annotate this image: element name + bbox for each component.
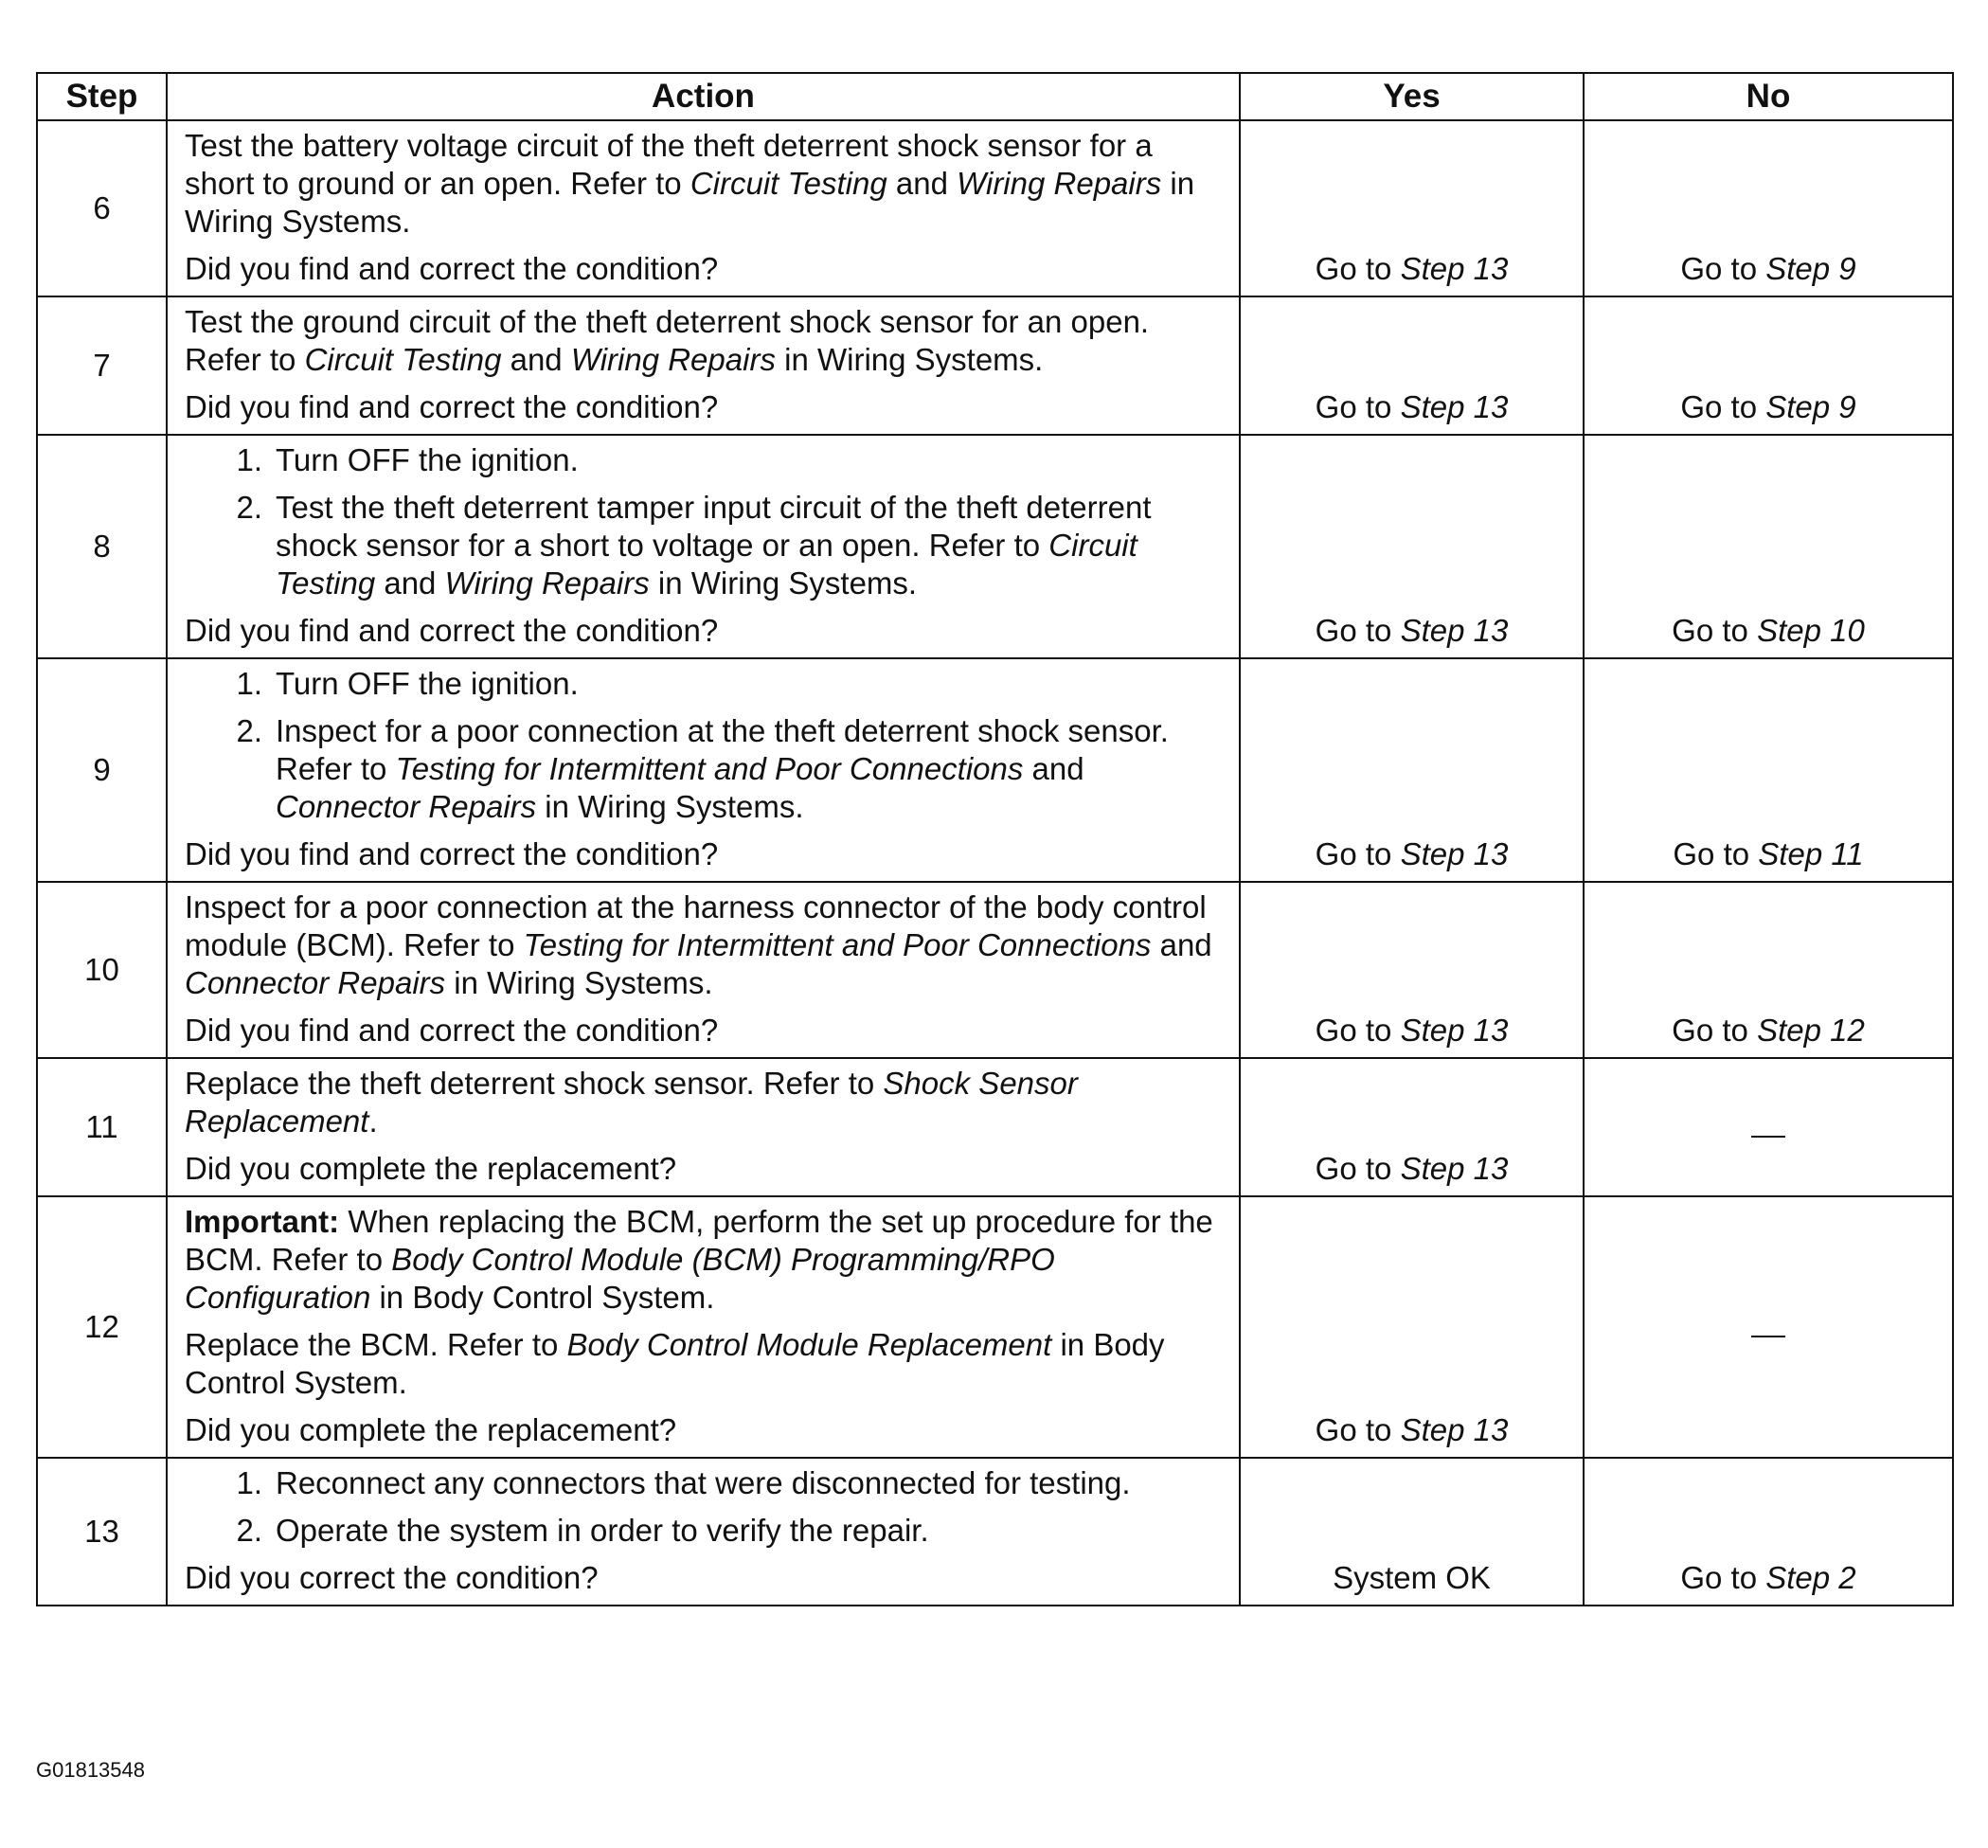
- action-paragraph: [185, 303, 1224, 379]
- action-question: Did you correct the condition?: [185, 1560, 599, 1595]
- reference-text: Shock Sensor Replacement: [185, 1066, 1078, 1139]
- reference-text: Circuit Testing: [690, 166, 887, 201]
- action-paragraph: [185, 1065, 1224, 1140]
- step-number: 7: [37, 296, 167, 435]
- action-paragraph: [185, 1326, 1224, 1402]
- dash-mark: [1751, 1336, 1785, 1337]
- no-result: [1584, 296, 1953, 435]
- text-run: Test the ground circuit of the theft deterrent shock sensor for an open. Refer to: [185, 304, 1150, 377]
- header-step: Step: [37, 73, 167, 120]
- action-paragraph: [185, 127, 1224, 241]
- step-number: 9: [37, 658, 167, 882]
- action-cell: [167, 120, 1240, 296]
- text-run: Turn OFF the ignition.: [276, 442, 579, 477]
- step-number: 12: [37, 1196, 167, 1458]
- no-result: [1584, 1458, 1953, 1606]
- list-item-number: 2.: [236, 490, 262, 525]
- text-run: When replacing the BCM, perform the set up procedure for the BCM. Refer to: [185, 1204, 1213, 1277]
- yes-result: [1240, 1196, 1584, 1458]
- reference-text: Step 13: [1400, 613, 1509, 648]
- list-item: [185, 665, 1224, 703]
- reference-text: Wiring Repairs: [570, 342, 776, 377]
- header-no: No: [1584, 73, 1953, 120]
- reference-text: Step 9: [1765, 389, 1856, 424]
- header-action: Action: [167, 73, 1240, 120]
- list-item: [185, 441, 1224, 479]
- yes-result: [1240, 882, 1584, 1058]
- reference-text: Step 13: [1400, 1151, 1509, 1186]
- step-number: 11: [37, 1058, 167, 1196]
- reference-text: Step 13: [1400, 251, 1509, 286]
- text-run: Go to: [1673, 836, 1759, 871]
- reference-text: Step 2: [1765, 1560, 1856, 1595]
- reference-text: Body Control Module (BCM) Programming/RPO Configuration: [185, 1242, 1055, 1315]
- text-run: and: [501, 342, 571, 377]
- reference-text: Connector Repairs: [185, 965, 446, 1000]
- list-item-number: 2.: [236, 1513, 262, 1548]
- list-item-text: [276, 712, 1224, 826]
- list-item: [185, 1512, 1224, 1550]
- yes-result: [1240, 1458, 1584, 1606]
- step-number: 8: [37, 435, 167, 658]
- table-row: [37, 658, 1953, 882]
- dash-mark: [1751, 1136, 1785, 1138]
- text-run: Inspect for a poor connection at the harness connector of the body control module (BCM). Refer to: [185, 889, 1207, 962]
- important-label: Important:: [185, 1204, 340, 1239]
- reference-text: Wiring Repairs: [444, 565, 650, 601]
- table-row: [37, 1458, 1953, 1606]
- action-question: Did you find and correct the condition?: [185, 389, 719, 424]
- text-run: Go to: [1315, 613, 1401, 648]
- no-result: [1584, 658, 1953, 882]
- reference-text: Testing for Intermittent and Poor Connections: [523, 927, 1152, 962]
- no-result: [1584, 882, 1953, 1058]
- table-row: [37, 1196, 1953, 1458]
- text-run: Reconnect any connectors that were disconnected for testing.: [276, 1465, 1131, 1500]
- reference-text: Body Control Module Replacement: [566, 1327, 1052, 1362]
- list-item-number: 1.: [236, 666, 262, 701]
- action-question: Did you complete the replacement?: [185, 1151, 677, 1186]
- text-run: Go to: [1680, 1560, 1766, 1595]
- text-run: Go to: [1680, 389, 1766, 424]
- action-question: Did you find and correct the condition?: [185, 1013, 719, 1048]
- text-run: and: [887, 166, 958, 201]
- action-cell: [167, 1458, 1240, 1606]
- action-cell: [167, 882, 1240, 1058]
- reference-text: Step 11: [1758, 836, 1864, 871]
- text-run: in Wiring Systems.: [185, 166, 1195, 239]
- list-item: [185, 489, 1224, 602]
- step-number: 6: [37, 120, 167, 296]
- text-run: Go to: [1672, 613, 1758, 648]
- text-run: Test the theft deterrent tamper input circuit of the theft deterrent shock sensor for a short to voltage or an open. Refer to: [276, 490, 1152, 563]
- table-row: [37, 1058, 1953, 1196]
- list-item: [185, 712, 1224, 826]
- no-result: [1584, 120, 1953, 296]
- table-row: [37, 296, 1953, 435]
- text-run: in Body Control System.: [370, 1280, 715, 1315]
- yes-result: [1240, 658, 1584, 882]
- list-item-text: [276, 489, 1224, 602]
- action-steps-list: [185, 665, 1224, 826]
- diagnostic-table: [36, 72, 1954, 1606]
- text-run: in Wiring Systems.: [775, 342, 1044, 377]
- action-steps-list: [185, 1464, 1224, 1550]
- header-yes: Yes: [1240, 73, 1584, 120]
- text-run: and: [375, 565, 445, 601]
- text-run: in Body Control System.: [185, 1327, 1165, 1400]
- reference-text: Connector Repairs: [276, 789, 537, 824]
- text-run: Go to: [1680, 251, 1766, 286]
- step-number: 10: [37, 882, 167, 1058]
- table-header-row: [37, 73, 1953, 120]
- yes-result: [1240, 120, 1584, 296]
- list-item-number: 1.: [236, 1465, 262, 1500]
- action-cell: [167, 1058, 1240, 1196]
- reference-text: Step 13: [1400, 389, 1509, 424]
- text-run: Turn OFF the ignition.: [276, 666, 579, 701]
- action-cell: [167, 435, 1240, 658]
- list-item-text: [276, 665, 1224, 703]
- text-run: Go to: [1315, 1013, 1401, 1048]
- action-paragraph: [185, 888, 1224, 1002]
- reference-text: Step 9: [1765, 251, 1856, 286]
- text-run: Go to: [1672, 1013, 1758, 1048]
- action-question: Did you find and correct the condition?: [185, 613, 719, 648]
- reference-text: Testing for Intermittent and Poor Connections: [395, 751, 1024, 786]
- action-steps-list: [185, 441, 1224, 602]
- action-paragraph: [185, 1203, 1224, 1317]
- text-run: Go to: [1315, 1412, 1401, 1447]
- list-item: [185, 1464, 1224, 1502]
- text-run: in Wiring Systems.: [649, 565, 918, 601]
- action-question: Did you complete the replacement?: [185, 1412, 677, 1447]
- list-item-text: [276, 441, 1224, 479]
- action-question: Did you find and correct the condition?: [185, 251, 719, 286]
- table-row: [37, 435, 1953, 658]
- text-run: Go to: [1315, 836, 1401, 871]
- text-run: Replace the BCM. Refer to: [185, 1327, 567, 1362]
- text-run: in Wiring Systems.: [536, 789, 804, 824]
- no-result: [1584, 435, 1953, 658]
- text-run: Operate the system in order to verify the repair.: [276, 1513, 929, 1548]
- text-run: Go to: [1315, 251, 1401, 286]
- reference-text: Circuit Testing: [304, 342, 502, 377]
- list-item-text: [276, 1464, 1224, 1502]
- text-run: Go to: [1315, 389, 1401, 424]
- reference-text: Step 13: [1400, 836, 1509, 871]
- text-run: System OK: [1333, 1560, 1491, 1595]
- step-number: 13: [37, 1458, 167, 1606]
- table-row: [37, 120, 1953, 296]
- text-run: .: [368, 1103, 378, 1139]
- yes-result: [1240, 296, 1584, 435]
- text-run: Inspect for a poor connection at the theft deterrent shock sensor. Refer to: [276, 713, 1169, 786]
- action-cell: [167, 1196, 1240, 1458]
- list-item-number: 2.: [236, 713, 262, 748]
- text-run: Replace the theft deterrent shock sensor. Refer to: [185, 1066, 884, 1101]
- text-run: Test the battery voltage circuit of the theft deterrent shock sensor for a short to ground or an open. Refer to: [185, 128, 1153, 201]
- figure-id: G01813548: [36, 1758, 145, 1782]
- reference-text: Circuit Testing: [276, 528, 1137, 601]
- reference-text: Step 13: [1400, 1013, 1509, 1048]
- yes-result: [1240, 435, 1584, 658]
- no-result-empty: [1584, 1058, 1953, 1196]
- reference-text: Step 13: [1400, 1412, 1509, 1447]
- action-cell: [167, 296, 1240, 435]
- reference-text: Step 12: [1757, 1013, 1865, 1048]
- no-result-empty: [1584, 1196, 1953, 1458]
- table-row: [37, 882, 1953, 1058]
- list-item-text: [276, 1512, 1224, 1550]
- text-run: and: [1023, 751, 1084, 786]
- yes-result: [1240, 1058, 1584, 1196]
- list-item-number: 1.: [236, 442, 262, 477]
- reference-text: Wiring Repairs: [957, 166, 1162, 201]
- reference-text: Step 10: [1757, 613, 1865, 648]
- table-body: [37, 120, 1953, 1606]
- action-question: Did you find and correct the condition?: [185, 836, 719, 871]
- text-run: Go to: [1315, 1151, 1401, 1186]
- action-cell: [167, 658, 1240, 882]
- text-run: in Wiring Systems.: [445, 965, 713, 1000]
- text-run: and: [1151, 927, 1212, 962]
